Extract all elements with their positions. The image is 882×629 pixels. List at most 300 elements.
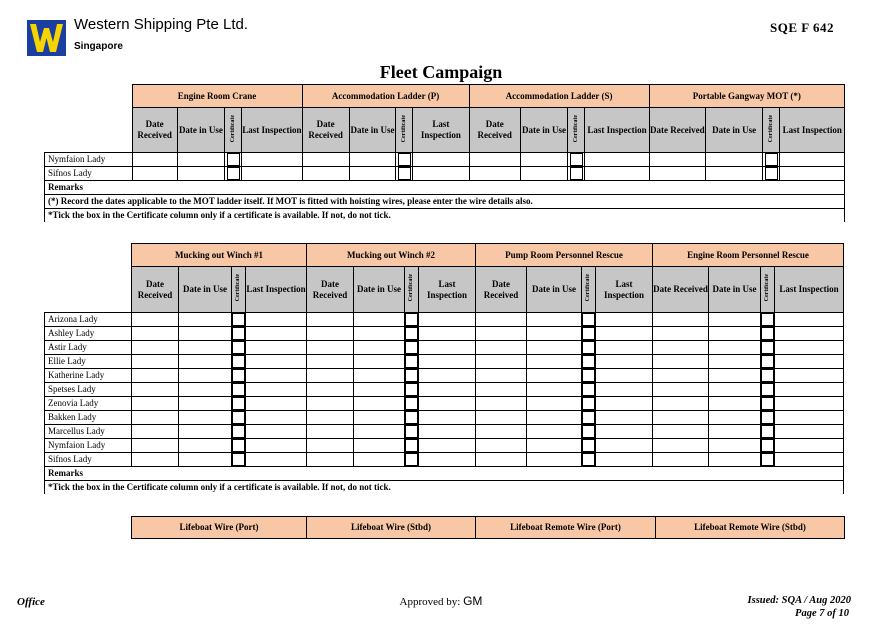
certificate-checkbox[interactable] (761, 327, 774, 340)
certificate-checkbox[interactable] (232, 369, 245, 382)
certificate-checkbox[interactable] (405, 327, 418, 340)
date-in-use-cell[interactable] (354, 425, 405, 439)
certificate-checkbox[interactable] (227, 167, 240, 180)
last-inspection-cell[interactable] (246, 453, 307, 467)
certificate-checkbox[interactable] (232, 397, 245, 410)
date-received-cell[interactable] (476, 341, 527, 355)
certificate-checkbox[interactable] (761, 453, 774, 466)
certificate-cell[interactable] (396, 153, 413, 167)
date-received-cell[interactable] (307, 397, 354, 411)
date-received-header: Date Received (469, 108, 520, 153)
date-in-use-header: Date in Use (177, 108, 224, 153)
certificate-cell[interactable] (582, 425, 596, 439)
vessel-row (45, 411, 844, 425)
certificate-cell[interactable] (232, 313, 246, 327)
certificate-cell[interactable] (761, 453, 775, 467)
date-in-use-cell[interactable] (354, 313, 405, 327)
certificate-cell[interactable] (405, 383, 419, 397)
date-received-cell[interactable] (653, 383, 709, 397)
date-in-use-cell[interactable] (354, 411, 405, 425)
vessel-name: Spetses Lady (45, 383, 132, 397)
certificate-cell[interactable] (582, 369, 596, 383)
date-received-cell[interactable] (476, 383, 527, 397)
last-inspection-cell[interactable] (775, 313, 844, 327)
certificate-checkbox[interactable] (232, 355, 245, 368)
last-inspection-cell[interactable] (775, 327, 844, 341)
certificate-checkbox[interactable] (582, 341, 595, 354)
certificate-header (763, 108, 780, 153)
date-in-use-cell[interactable] (709, 439, 761, 453)
certificate-checkbox[interactable] (761, 355, 774, 368)
certificate-cell[interactable] (232, 327, 246, 341)
vessel-row (45, 453, 844, 467)
date-received-cell[interactable] (476, 453, 527, 467)
certificate-cell[interactable] (405, 453, 419, 467)
last-inspection-cell[interactable] (596, 453, 653, 467)
last-inspection-cell[interactable] (246, 327, 307, 341)
date-in-use-cell[interactable] (706, 167, 763, 181)
footer-issued: Issued: SQA / Aug 2020 (747, 595, 851, 606)
last-inspection-cell[interactable] (775, 341, 844, 355)
last-inspection-cell[interactable] (775, 383, 844, 397)
date-received-cell[interactable] (302, 167, 349, 181)
certificate-cell[interactable] (232, 453, 246, 467)
certificate-checkbox[interactable] (232, 411, 245, 424)
certificate-checkbox[interactable] (582, 313, 595, 326)
date-received-cell[interactable] (132, 383, 179, 397)
date-received-cell[interactable] (132, 411, 179, 425)
date-in-use-cell[interactable] (527, 341, 582, 355)
certificate-cell[interactable] (582, 355, 596, 369)
last-inspection-header: Last Inspection (775, 267, 844, 313)
last-inspection-cell[interactable] (596, 327, 653, 341)
certificate-checkbox[interactable] (405, 397, 418, 410)
certificate-cell[interactable] (763, 167, 780, 181)
last-inspection-cell[interactable] (775, 425, 844, 439)
date-received-cell[interactable] (649, 167, 705, 181)
date-in-use-cell[interactable] (706, 153, 763, 167)
date-in-use-cell[interactable] (177, 153, 224, 167)
certificate-cell[interactable] (761, 327, 775, 341)
group-header: Engine Room Personnel Rescue (653, 244, 844, 267)
last-inspection-cell[interactable] (585, 153, 649, 167)
date-in-use-cell[interactable] (179, 341, 232, 355)
last-inspection-cell[interactable] (246, 313, 307, 327)
date-in-use-cell[interactable] (179, 369, 232, 383)
certificate-header-label: Certificate (235, 274, 241, 302)
date-received-cell[interactable] (307, 327, 354, 341)
last-inspection-cell[interactable] (419, 397, 476, 411)
certificate-cell[interactable] (225, 167, 242, 181)
certificate-checkbox[interactable] (761, 383, 774, 396)
last-inspection-cell[interactable] (596, 341, 653, 355)
certificate-checkbox[interactable] (570, 153, 583, 166)
certificate-checkbox[interactable] (405, 383, 418, 396)
last-inspection-cell[interactable] (596, 439, 653, 453)
date-received-cell[interactable] (307, 341, 354, 355)
last-inspection-cell[interactable] (780, 167, 845, 181)
date-received-cell[interactable] (132, 425, 179, 439)
date-received-header: Date Received (649, 108, 705, 153)
certificate-checkbox[interactable] (765, 167, 778, 180)
date-received-cell[interactable] (653, 355, 709, 369)
certificate-cell[interactable] (405, 327, 419, 341)
approved-by: GM (463, 594, 483, 608)
date-in-use-cell[interactable] (177, 167, 224, 181)
date-received-cell[interactable] (302, 153, 349, 167)
certificate-cell[interactable] (405, 313, 419, 327)
last-inspection-cell[interactable] (419, 355, 476, 369)
date-received-cell[interactable] (653, 341, 709, 355)
last-inspection-cell[interactable] (246, 425, 307, 439)
last-inspection-cell[interactable] (775, 369, 844, 383)
group-header: Accommodation Ladder (S) (469, 85, 649, 108)
table-fleet-campaign-2 (44, 243, 844, 494)
date-received-cell[interactable] (476, 369, 527, 383)
certificate-cell[interactable] (761, 411, 775, 425)
certificate-checkbox[interactable] (761, 397, 774, 410)
certificate-cell[interactable] (761, 425, 775, 439)
date-in-use-header: Date in Use (527, 267, 582, 313)
certificate-cell[interactable] (232, 355, 246, 369)
date-received-cell[interactable] (132, 153, 177, 167)
date-received-cell[interactable] (132, 439, 179, 453)
certificate-header (232, 267, 246, 313)
date-in-use-cell[interactable] (179, 313, 232, 327)
certificate-checkbox[interactable] (582, 327, 595, 340)
date-received-cell[interactable] (653, 397, 709, 411)
date-in-use-cell[interactable] (179, 411, 232, 425)
date-received-cell[interactable] (653, 439, 709, 453)
certificate-checkbox[interactable] (570, 167, 583, 180)
certificate-checkbox[interactable] (232, 439, 245, 452)
date-received-cell[interactable] (132, 453, 179, 467)
last-inspection-cell[interactable] (596, 411, 653, 425)
certificate-checkbox[interactable] (582, 369, 595, 382)
date-received-cell[interactable] (307, 383, 354, 397)
last-inspection-cell[interactable] (419, 341, 476, 355)
certificate-cell[interactable] (761, 439, 775, 453)
last-inspection-cell[interactable] (419, 369, 476, 383)
last-inspection-cell[interactable] (242, 153, 302, 167)
date-in-use-cell[interactable] (709, 327, 761, 341)
certificate-cell[interactable] (232, 383, 246, 397)
certificate-cell[interactable] (761, 355, 775, 369)
certificate-checkbox[interactable] (582, 411, 595, 424)
date-in-use-cell[interactable] (709, 453, 761, 467)
last-inspection-cell[interactable] (419, 453, 476, 467)
date-in-use-cell[interactable] (179, 383, 232, 397)
last-inspection-cell[interactable] (246, 369, 307, 383)
certificate-cell[interactable] (232, 369, 246, 383)
last-inspection-cell[interactable] (775, 355, 844, 369)
date-received-cell[interactable] (649, 153, 705, 167)
certificate-cell[interactable] (761, 369, 775, 383)
footer-page-number: Page 7 of 10 (795, 608, 849, 619)
last-inspection-cell[interactable] (246, 355, 307, 369)
last-inspection-cell[interactable] (246, 341, 307, 355)
certificate-cell[interactable] (582, 313, 596, 327)
date-received-cell[interactable] (307, 439, 354, 453)
certificate-checkbox[interactable] (761, 341, 774, 354)
date-in-use-cell[interactable] (179, 327, 232, 341)
last-inspection-cell[interactable] (419, 327, 476, 341)
certificate-cell[interactable] (405, 397, 419, 411)
date-received-cell[interactable] (307, 313, 354, 327)
last-inspection-cell[interactable] (242, 167, 302, 181)
certificate-cell[interactable] (582, 341, 596, 355)
certificate-checkbox[interactable] (405, 313, 418, 326)
certificate-cell[interactable] (232, 411, 246, 425)
certificate-cell[interactable] (582, 397, 596, 411)
certificate-cell[interactable] (568, 167, 585, 181)
date-in-use-cell[interactable] (709, 425, 761, 439)
certificate-cell[interactable] (761, 313, 775, 327)
date-received-cell[interactable] (132, 397, 179, 411)
certificate-note: *Tick the box in the Certificate column only if a certificate is available. If not, do not tick. (45, 481, 844, 495)
last-inspection-cell[interactable] (596, 355, 653, 369)
certificate-checkbox[interactable] (761, 425, 774, 438)
certificate-checkbox[interactable] (405, 425, 418, 438)
last-inspection-cell[interactable] (780, 153, 845, 167)
date-in-use-cell[interactable] (354, 439, 405, 453)
last-inspection-cell[interactable] (596, 383, 653, 397)
last-inspection-cell[interactable] (419, 425, 476, 439)
certificate-checkbox[interactable] (765, 153, 778, 166)
last-inspection-cell[interactable] (419, 313, 476, 327)
date-in-use-cell[interactable] (354, 397, 405, 411)
date-in-use-cell[interactable] (527, 453, 582, 467)
certificate-cell[interactable] (582, 327, 596, 341)
date-in-use-cell[interactable] (709, 313, 761, 327)
date-received-cell[interactable] (476, 397, 527, 411)
certificate-cell[interactable] (763, 153, 780, 167)
date-received-cell[interactable] (653, 327, 709, 341)
certificate-cell[interactable] (396, 167, 413, 181)
last-inspection-cell[interactable] (596, 425, 653, 439)
certificate-checkbox[interactable] (405, 411, 418, 424)
certificate-cell[interactable] (761, 397, 775, 411)
vessel-row (45, 341, 844, 355)
certificate-checkbox[interactable] (582, 397, 595, 410)
certificate-checkbox[interactable] (761, 439, 774, 452)
date-in-use-cell[interactable] (709, 383, 761, 397)
vessel-row (45, 369, 844, 383)
date-in-use-cell[interactable] (709, 355, 761, 369)
certificate-cell[interactable] (761, 341, 775, 355)
vessel-name: Katherine Lady (45, 369, 132, 383)
date-received-cell[interactable] (132, 313, 179, 327)
last-inspection-cell[interactable] (775, 439, 844, 453)
certificate-checkbox[interactable] (582, 439, 595, 452)
date-in-use-cell[interactable] (527, 425, 582, 439)
date-received-cell[interactable] (132, 355, 179, 369)
date-in-use-cell[interactable] (527, 383, 582, 397)
date-received-cell[interactable] (653, 453, 709, 467)
certificate-checkbox[interactable] (405, 369, 418, 382)
certificate-checkbox[interactable] (232, 327, 245, 340)
date-received-cell[interactable] (132, 369, 179, 383)
date-received-cell[interactable] (476, 439, 527, 453)
last-inspection-cell[interactable] (596, 313, 653, 327)
company-country: Singapore (74, 41, 123, 52)
certificate-checkbox[interactable] (232, 313, 245, 326)
date-in-use-cell[interactable] (520, 153, 567, 167)
date-received-header: Date Received (302, 108, 349, 153)
date-received-cell[interactable] (653, 313, 709, 327)
certificate-checkbox[interactable] (405, 341, 418, 354)
last-inspection-cell[interactable] (246, 439, 307, 453)
date-received-cell[interactable] (476, 313, 527, 327)
vessel-row (45, 167, 845, 181)
vessel-name: Ashley Lady (45, 327, 132, 341)
certificate-checkbox[interactable] (761, 369, 774, 382)
certificate-checkbox[interactable] (761, 411, 774, 424)
vessel-row (45, 397, 844, 411)
date-in-use-cell[interactable] (179, 425, 232, 439)
certificate-checkbox[interactable] (582, 425, 595, 438)
date-in-use-cell[interactable] (527, 369, 582, 383)
last-inspection-cell[interactable] (246, 383, 307, 397)
last-inspection-cell[interactable] (596, 397, 653, 411)
date-in-use-cell[interactable] (527, 411, 582, 425)
date-in-use-cell[interactable] (349, 167, 395, 181)
certificate-cell[interactable] (232, 397, 246, 411)
date-in-use-cell[interactable] (179, 397, 232, 411)
date-in-use-cell[interactable] (354, 327, 405, 341)
date-in-use-cell[interactable] (179, 355, 232, 369)
certificate-checkbox[interactable] (405, 453, 418, 466)
mot-note: (*) Record the dates applicable to the MOT ladder itself. If MOT is fitted with hoisting wires, please enter the wire details also. (45, 195, 845, 209)
date-in-use-cell[interactable] (527, 397, 582, 411)
date-received-cell[interactable] (476, 411, 527, 425)
vessel-name: Sifnos Lady (45, 453, 132, 467)
date-received-cell[interactable] (476, 355, 527, 369)
date-in-use-cell[interactable] (354, 369, 405, 383)
approved-label: Approved by: (399, 596, 461, 608)
date-in-use-cell[interactable] (527, 327, 582, 341)
certificate-header-label: Certificate (764, 274, 771, 302)
certificate-cell[interactable] (405, 341, 419, 355)
certificate-checkbox[interactable] (582, 453, 595, 466)
date-in-use-cell[interactable] (709, 369, 761, 383)
date-in-use-cell[interactable] (354, 453, 405, 467)
date-received-header: Date Received (476, 267, 527, 313)
date-in-use-cell[interactable] (709, 397, 761, 411)
vessel-row (45, 153, 845, 167)
date-received-cell[interactable] (653, 369, 709, 383)
certificate-checkbox[interactable] (405, 355, 418, 368)
certificate-cell[interactable] (232, 425, 246, 439)
certificate-checkbox[interactable] (405, 439, 418, 452)
last-inspection-cell[interactable] (585, 167, 649, 181)
certificate-cell[interactable] (405, 411, 419, 425)
date-in-use-cell[interactable] (354, 383, 405, 397)
certificate-cell[interactable] (582, 383, 596, 397)
date-received-cell[interactable] (653, 425, 709, 439)
certificate-checkbox[interactable] (582, 355, 595, 368)
date-received-cell[interactable] (476, 425, 527, 439)
certificate-checkbox[interactable] (398, 153, 411, 166)
certificate-cell[interactable] (761, 383, 775, 397)
last-inspection-header: Last Inspection (596, 267, 653, 313)
last-inspection-cell[interactable] (419, 383, 476, 397)
date-received-cell[interactable] (132, 341, 179, 355)
date-received-cell[interactable] (476, 327, 527, 341)
date-in-use-cell[interactable] (520, 167, 567, 181)
date-in-use-cell[interactable] (527, 313, 582, 327)
date-in-use-cell[interactable] (527, 439, 582, 453)
date-in-use-cell[interactable] (179, 439, 232, 453)
certificate-checkbox[interactable] (232, 341, 245, 354)
last-inspection-header: Last Inspection (413, 108, 469, 153)
last-inspection-cell[interactable] (419, 439, 476, 453)
certificate-checkbox[interactable] (232, 383, 245, 396)
date-in-use-cell[interactable] (354, 355, 405, 369)
last-inspection-cell[interactable] (246, 397, 307, 411)
certificate-cell[interactable] (405, 369, 419, 383)
date-in-use-cell[interactable] (709, 341, 761, 355)
date-in-use-cell[interactable] (709, 411, 761, 425)
certificate-cell[interactable] (405, 355, 419, 369)
certificate-cell[interactable] (405, 425, 419, 439)
certificate-cell[interactable] (582, 439, 596, 453)
certificate-cell[interactable] (568, 153, 585, 167)
certificate-cell[interactable] (405, 439, 419, 453)
vessel-row (45, 425, 844, 439)
group-header: Lifeboat Wire (Stbd) (307, 517, 476, 539)
date-received-cell[interactable] (307, 411, 354, 425)
last-inspection-cell[interactable] (596, 369, 653, 383)
last-inspection-cell[interactable] (775, 397, 844, 411)
date-received-cell[interactable] (469, 167, 520, 181)
certificate-checkbox[interactable] (761, 313, 774, 326)
date-received-cell[interactable] (307, 369, 354, 383)
date-in-use-cell[interactable] (527, 355, 582, 369)
date-in-use-cell[interactable] (354, 341, 405, 355)
date-received-cell[interactable] (307, 355, 354, 369)
certificate-checkbox[interactable] (582, 383, 595, 396)
certificate-checkbox[interactable] (227, 153, 240, 166)
date-in-use-cell[interactable] (349, 153, 395, 167)
date-received-cell[interactable] (307, 425, 354, 439)
date-in-use-header: Date in Use (706, 108, 763, 153)
last-inspection-cell[interactable] (775, 411, 844, 425)
last-inspection-cell[interactable] (246, 411, 307, 425)
date-received-cell[interactable] (132, 327, 179, 341)
certificate-checkbox[interactable] (232, 425, 245, 438)
last-inspection-cell[interactable] (413, 153, 469, 167)
date-in-use-cell[interactable] (179, 453, 232, 467)
date-in-use-header: Date in Use (520, 108, 567, 153)
date-received-cell[interactable] (469, 153, 520, 167)
certificate-cell[interactable] (582, 453, 596, 467)
certificate-cell[interactable] (232, 341, 246, 355)
certificate-cell[interactable] (232, 439, 246, 453)
date-received-cell[interactable] (307, 453, 354, 467)
last-inspection-cell[interactable] (413, 167, 469, 181)
date-received-cell[interactable] (653, 411, 709, 425)
certificate-cell[interactable] (225, 153, 242, 167)
certificate-checkbox[interactable] (232, 453, 245, 466)
date-received-cell[interactable] (132, 167, 177, 181)
last-inspection-cell[interactable] (775, 453, 844, 467)
certificate-header (761, 267, 775, 313)
date-in-use-header: Date in Use (349, 108, 395, 153)
certificate-checkbox[interactable] (398, 167, 411, 180)
certificate-cell[interactable] (582, 411, 596, 425)
last-inspection-cell[interactable] (419, 411, 476, 425)
